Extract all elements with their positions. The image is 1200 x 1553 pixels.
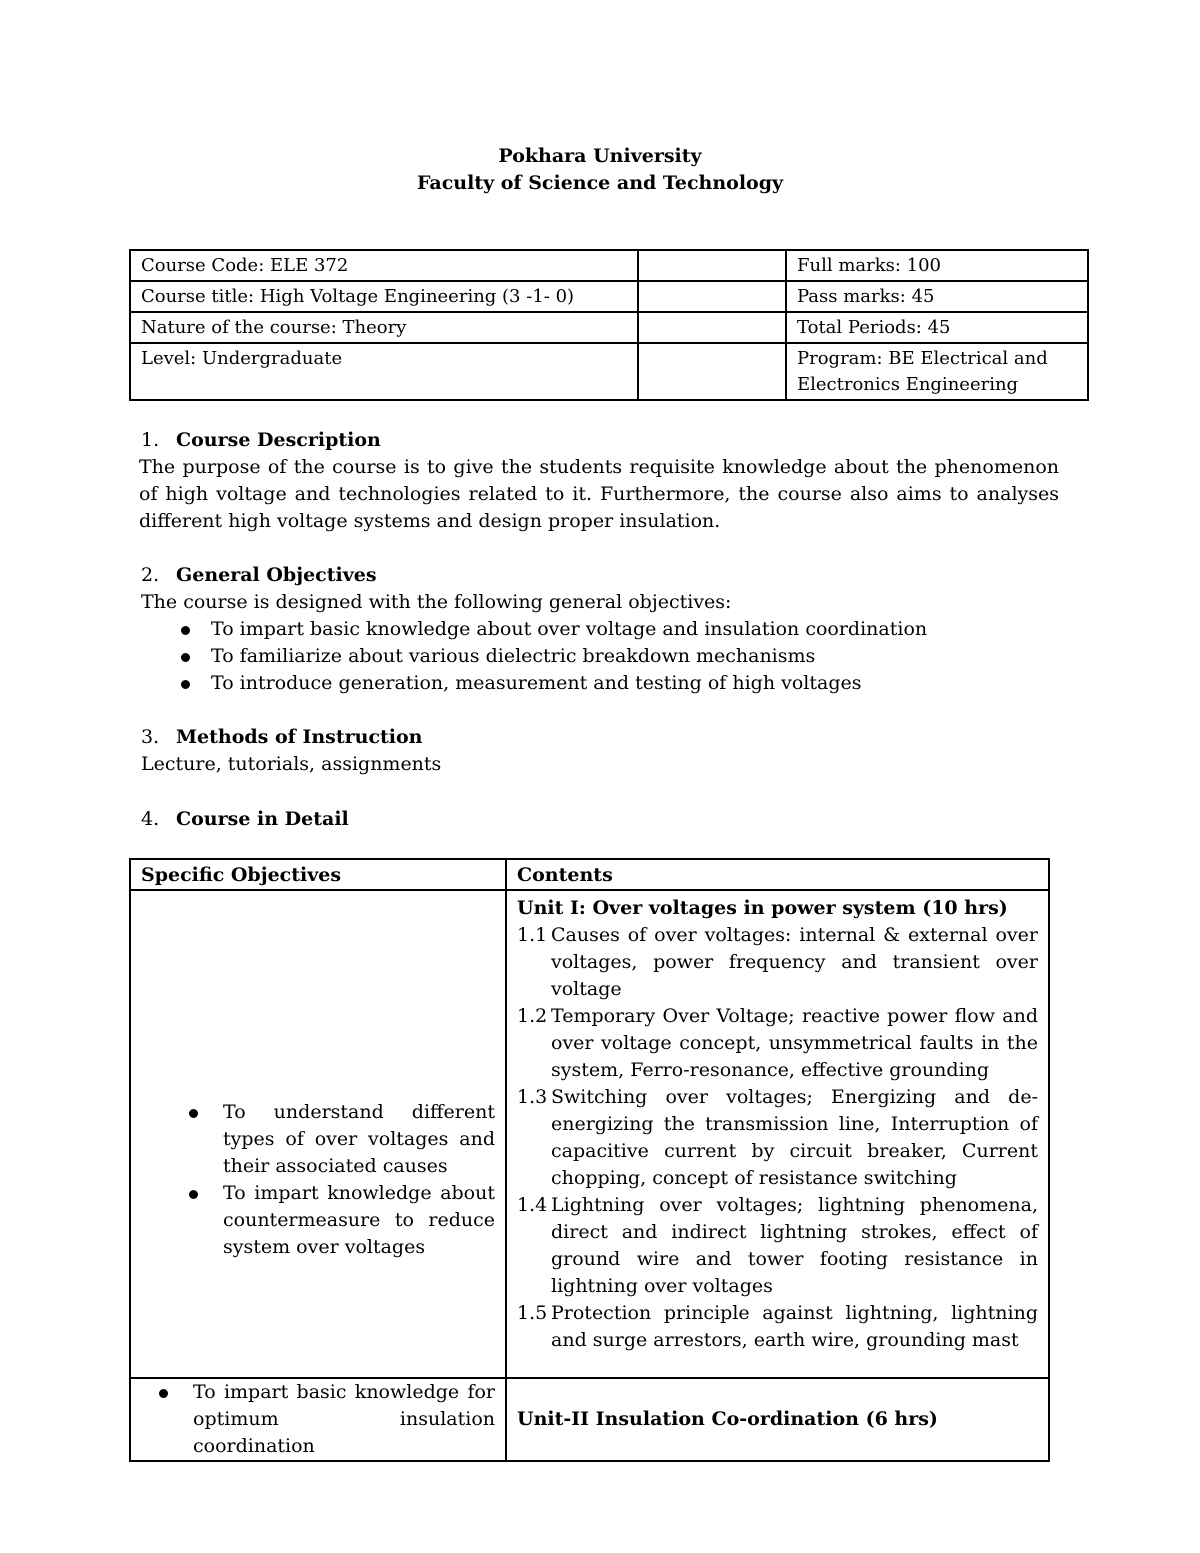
list-item — [176, 616, 1059, 643]
topic-text: Lightning over voltages; lightning phenomena, direct and indirect lightning strokes, effect of ground wire and tower footing resistance in lightning over voltages — [551, 1194, 1038, 1297]
section-number: 3. — [141, 726, 160, 748]
topic-number: 1.3 — [517, 1086, 548, 1108]
column-header-contents: Contents — [506, 859, 1049, 890]
bullet-icon — [189, 1109, 198, 1118]
list-item-text: To understand different types of over voltages and their associated causes — [223, 1101, 495, 1177]
topic-text: Protection principle against lightning, lightning and surge arrestors, earth wire, grounding mast — [551, 1302, 1038, 1351]
list-item-text: To impart basic knowledge about over voltage and insulation coordination — [211, 618, 928, 640]
level-cell: Level: Undergraduate — [130, 343, 638, 400]
topic-item — [517, 1300, 1038, 1354]
topic-item — [517, 1084, 1038, 1192]
unit-title: Unit I: Over voltages in power system (10 hrs) — [517, 897, 1008, 919]
topic-item — [517, 922, 1038, 1003]
objectives-intro: The course is designed with the following general objectives: — [141, 591, 732, 613]
topic-number: 1.1 — [517, 924, 548, 946]
pass-marks-cell: Pass marks: 45 — [786, 281, 1088, 312]
table-row — [130, 1378, 1049, 1461]
objectives-list — [141, 616, 1059, 697]
university-name: Pokhara University — [498, 145, 702, 167]
section-title: Course Description — [176, 429, 381, 451]
topic-number: 1.5 — [517, 1302, 548, 1324]
list-item — [151, 1379, 495, 1460]
section-heading — [141, 427, 1059, 454]
methods-text: Lecture, tutorials, assignments — [141, 753, 442, 775]
course-code-cell: Course Code: ELE 372 — [130, 250, 638, 281]
total-periods-cell: Total Periods: 45 — [786, 312, 1088, 343]
info-row — [130, 250, 1088, 281]
topic-number: 1.4 — [517, 1194, 548, 1216]
section-title: General Objectives — [176, 564, 377, 586]
table-header-row — [130, 859, 1049, 890]
table-row — [130, 890, 1049, 1378]
column-header-objectives: Specific Objectives — [130, 859, 506, 890]
topic-item — [517, 1003, 1038, 1084]
section-heading — [141, 724, 1059, 751]
list-item-text: To introduce generation, measurement and testing of high voltages — [211, 672, 862, 694]
bullet-icon — [181, 680, 190, 689]
topic-text: Causes of over voltages: internal & external over voltages, power frequency and transient over voltage — [551, 924, 1038, 1000]
section-heading — [141, 562, 1059, 589]
list-item-text: To impart knowledge about countermeasure to reduce system over voltages — [223, 1182, 495, 1258]
unit2-objectives-cell — [130, 1378, 506, 1461]
unit2-title-cell: Unit-II Insulation Co-ordination (6 hrs) — [506, 1378, 1049, 1461]
section-title: Methods of Instruction — [176, 726, 423, 748]
course-detail-table — [129, 858, 1050, 1462]
section-number: 2. — [141, 564, 160, 586]
section-course-in-detail — [141, 806, 1059, 833]
unit1-contents-cell — [506, 890, 1049, 1378]
section-methods-of-instruction — [141, 724, 1059, 778]
course-title-cell: Course title: High Voltage Engineering (3 -1- 0) — [130, 281, 638, 312]
course-info-table — [129, 249, 1089, 401]
section-course-description — [141, 427, 1059, 535]
topic-text: Switching over voltages; Energizing and de-energizing the transmission line, Interruption of capacitive current by circuit breaker, Current chopping, concept of resistance switching — [551, 1086, 1038, 1189]
list-item — [181, 1180, 495, 1261]
topic-item — [517, 1192, 1038, 1300]
topic-text: Temporary Over Voltage; reactive power flow and over voltage concept, unsymmetrical faults in the system, Ferro-resonance, effective grounding — [551, 1005, 1038, 1081]
empty-cell — [638, 343, 786, 400]
list-item — [176, 670, 1059, 697]
section-number: 4. — [141, 808, 160, 830]
section-number: 1. — [141, 429, 160, 451]
section-title: Course in Detail — [176, 808, 349, 830]
course-nature-cell: Nature of the course: Theory — [130, 312, 638, 343]
empty-cell — [638, 281, 786, 312]
unit1-objectives-cell — [130, 890, 506, 1378]
list-item — [181, 1099, 495, 1180]
info-row — [130, 281, 1088, 312]
section-general-objectives — [141, 562, 1059, 697]
empty-cell — [638, 250, 786, 281]
list-item-text: To familiarize about various dielectric breakdown mechanisms — [211, 645, 816, 667]
section-heading — [141, 806, 1059, 833]
bullet-icon — [189, 1190, 198, 1199]
full-marks-cell: Full marks: 100 — [786, 250, 1088, 281]
list-item — [176, 643, 1059, 670]
objectives-list — [141, 1379, 495, 1460]
topic-number: 1.2 — [517, 1005, 548, 1027]
bullet-icon — [181, 653, 190, 662]
empty-cell — [638, 312, 786, 343]
objectives-list — [141, 1099, 495, 1261]
program-cell: Program: BE Electrical and Electronics Engineering — [786, 343, 1088, 400]
document-header — [0, 143, 1200, 197]
faculty-name: Faculty of Science and Technology — [416, 172, 784, 194]
list-item-text: To impart basic knowledge for optimum insulation coordination — [193, 1381, 495, 1457]
bullet-icon — [181, 626, 190, 635]
info-row — [130, 312, 1088, 343]
course-description-text: The purpose of the course is to give the students requisite knowledge about the phenomenon of high voltage and technologies related to it. Furthermore, the course also aims to analyses different high voltage systems and design proper insulation. — [139, 456, 1059, 532]
info-row — [130, 343, 1088, 400]
bullet-icon — [159, 1389, 168, 1398]
